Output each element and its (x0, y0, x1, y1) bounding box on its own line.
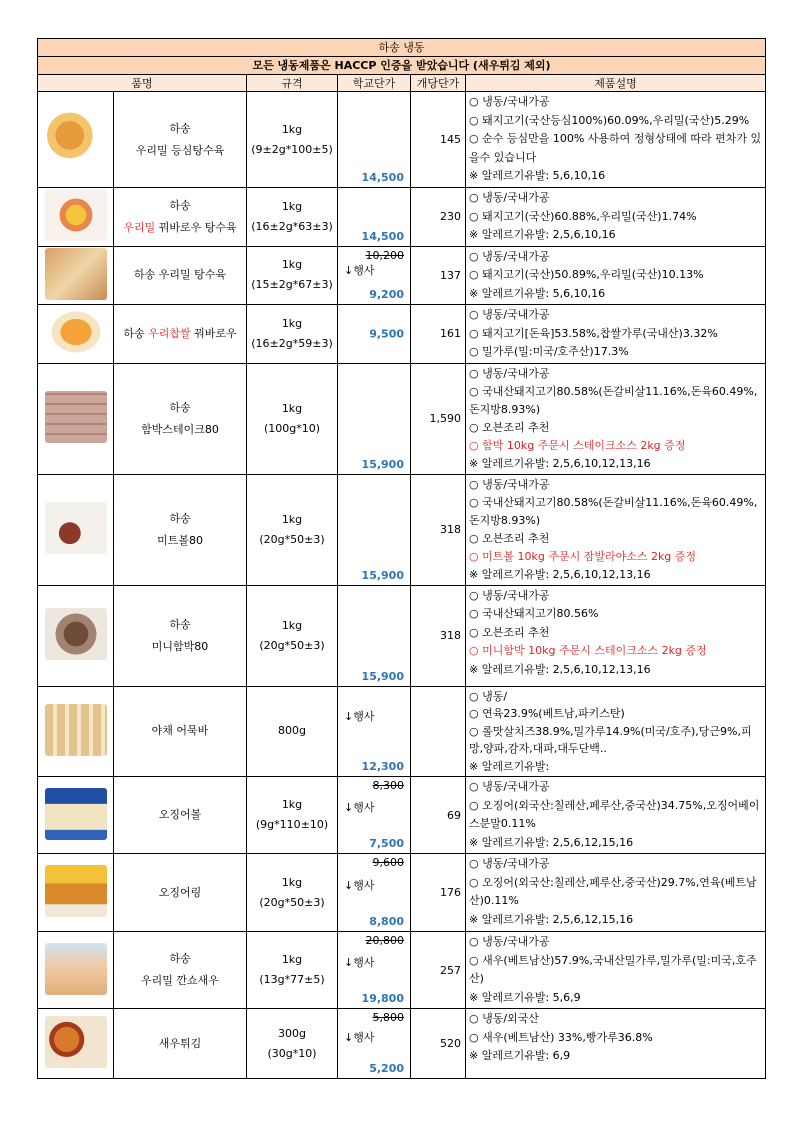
product-image-cell (38, 585, 114, 686)
promo-label: ↓행사 (344, 710, 375, 724)
product-name-line2: 우리밀 등심탕수육 (135, 143, 225, 157)
description-line: ○ 미트볼 10kg 주문시 잠발라야소스 2kg 증정 (469, 549, 697, 563)
unit-price-cell: 69 (411, 777, 466, 854)
school-price: 5,200 (369, 1062, 404, 1075)
product-image-cell (38, 188, 114, 247)
product-image-cell (38, 932, 114, 1009)
product-row (38, 188, 766, 247)
spec-detail: (15±2g*67±3) (251, 278, 333, 292)
unit-price-cell: 318 (411, 585, 466, 686)
product-spec-cell (247, 1009, 338, 1079)
promo-label: ↓행사 (344, 878, 375, 892)
product-name-cell (114, 777, 247, 854)
product-spec-cell (247, 686, 338, 777)
product-name-cell (114, 585, 247, 686)
promo-label: ↓행사 (344, 956, 375, 970)
product-photo (45, 248, 107, 300)
spec-weight: 1kg (281, 258, 303, 272)
product-photo (45, 189, 107, 241)
product-photo (45, 112, 107, 164)
product-name-line1: 오징어링 (158, 885, 202, 899)
description-line: ○ 돼지고기(국산등심100%)60.09%,우리밀(국산)5.29% (469, 113, 750, 127)
product-name-cell (114, 92, 247, 188)
school-price: 8,800 (369, 915, 404, 928)
description-line: ○ 돼지고기(국산)50.89%,우리밀(국산)10.13% (469, 268, 704, 281)
school-price-cell (338, 932, 411, 1009)
description-line: ※ 알레르기유발: 2,5,6,10,12,13,16 (469, 567, 651, 581)
product-name-line1: 하송 (169, 511, 191, 525)
spec-weight: 1kg (281, 122, 303, 136)
product-description-cell (466, 1009, 766, 1079)
product-row (38, 474, 766, 585)
spec-weight: 800g (278, 724, 306, 738)
promo-label: ↓행사 (344, 801, 375, 815)
product-description-cell (466, 246, 766, 305)
spec-weight: 1kg (281, 512, 303, 526)
product-photo (45, 391, 107, 443)
school-price: 9,500 (369, 327, 404, 341)
school-price-cell (338, 585, 411, 686)
description-line: ○ 연육23.9%(베트남,파키스탄) (469, 707, 625, 720)
product-name-line2: 미니함박80 (151, 639, 209, 653)
school-price-cell (338, 92, 411, 188)
product-name-cell (114, 854, 247, 932)
haccp-notice: 모든 냉동제품은 HACCP 인증을 받았습니다 (새우튀김 제외) (38, 57, 766, 75)
spec-weight: 1kg (281, 401, 303, 415)
description-line: ○ 냉동/ (469, 689, 508, 703)
product-photo (45, 502, 107, 554)
product-spec-cell (247, 363, 338, 474)
school-price-cell (338, 246, 411, 305)
product-row (38, 246, 766, 305)
promo-label: ↓행사 (344, 1030, 375, 1044)
product-name-line1: 하송 (169, 617, 191, 631)
header-spec: 규격 (247, 75, 338, 92)
spec-detail: (9±2g*100±5) (251, 142, 333, 156)
description-line: ○ 미니함박 10kg 주문시 스테이크소스 2kg 증정 (469, 644, 707, 657)
description-line: ※ 알레르기유발: 5,6,10,16 (469, 286, 606, 300)
spec-detail: (20g*50±3) (259, 895, 325, 909)
product-name-line1: 오징어볼 (158, 808, 202, 821)
header-name: 품명 (38, 75, 247, 92)
product-name-rest: 꿔바로우 (194, 326, 237, 340)
school-price: 14,500 (361, 229, 404, 243)
product-name-line1: 하송 (169, 952, 191, 965)
product-image-cell (38, 305, 114, 364)
spec-weight: 1kg (281, 618, 303, 632)
product-row (38, 854, 766, 932)
description-line: ○ 오징어(외국산:칠레산,페루산,중국산)29.7%,연육(베트남산)0.11% (469, 875, 757, 907)
spec-weight: 1kg (281, 875, 303, 889)
school-price-cell (338, 363, 411, 474)
description-line: ○ 냉동/국내가공 (469, 588, 550, 602)
product-name-line1: 하송 우리밀 탕수육 (133, 268, 226, 282)
description-line: ○ 돼지고기(국산)60.88%,우리밀(국산)1.74% (469, 209, 697, 223)
description-line: ○ 냉동/국내가공 (469, 935, 550, 948)
product-spec-cell (247, 246, 338, 305)
product-description-cell (466, 854, 766, 932)
school-price: 15,900 (361, 669, 404, 683)
product-image-cell (38, 474, 114, 585)
spec-detail: (20g*50±3) (259, 532, 325, 546)
description-line: ○ 냉동/국내가공 (469, 191, 550, 204)
unit-price-cell: 1,590 (411, 363, 466, 474)
product-name-cell (114, 305, 247, 364)
product-name-cell (114, 363, 247, 474)
school-price-cell (338, 854, 411, 932)
product-spec-cell (247, 777, 338, 854)
product-name-line2: 우리밀 깐쇼새우 (141, 974, 219, 987)
product-image-cell (38, 92, 114, 188)
spec-detail: (9g*110±10) (255, 818, 329, 831)
product-description-cell (466, 363, 766, 474)
spec-detail: (20g*50±3) (259, 638, 325, 652)
product-name-cell (114, 686, 247, 777)
product-row (38, 686, 766, 777)
product-row (38, 932, 766, 1009)
unit-price-cell: 520 (411, 1009, 466, 1079)
unit-price-cell: 318 (411, 474, 466, 585)
product-name-line (114, 323, 246, 345)
description-line: ※ 알레르기유발: 5,6,9 (469, 990, 581, 1004)
description-line: ○ 냉동/국내가공 (469, 95, 550, 108)
product-name-line2 (114, 217, 246, 239)
product-description-cell (466, 585, 766, 686)
product-spec-cell (247, 92, 338, 188)
school-price-cell (338, 188, 411, 247)
unit-price-cell: 137 (411, 246, 466, 305)
product-spec-cell (247, 474, 338, 585)
spec-weight: 1kg (281, 953, 303, 966)
spec-detail: (16±2g*59±3) (251, 336, 333, 350)
description-line: ※ 알레르기유발: 2,5,6,10,12,13,16 (469, 456, 651, 470)
school-price: 15,900 (361, 568, 404, 582)
description-line: ○ 냉동/국내가공 (469, 477, 550, 491)
school-price-cell (338, 777, 411, 854)
unit-price-cell: 230 (411, 188, 466, 247)
product-row (38, 585, 766, 686)
brand: 하송 (123, 326, 145, 340)
school-price: 19,800 (361, 992, 404, 1005)
product-spec-cell (247, 854, 338, 932)
old-price: 5,800 (372, 1011, 404, 1024)
header-row (38, 75, 766, 92)
description-line: ○ 롤맛살치즈38.9%,밀가루14.9%(미국/호주),당근9%,피망,양파,감자,대파,대두단백.. (469, 724, 752, 755)
product-row (38, 305, 766, 364)
product-photo (45, 943, 107, 995)
product-name-line1: 야채 어묵바 (151, 724, 209, 738)
product-name-cell (114, 188, 247, 247)
old-price: 8,300 (372, 779, 404, 792)
old-price: 10,200 (365, 248, 404, 262)
description-line: ○ 오븐조리 추천 (469, 420, 550, 434)
unit-price-cell (411, 686, 466, 777)
school-price: 12,300 (361, 760, 404, 773)
description-line: ※ 알레르기유발: 2,5,6,10,12,13,16 (469, 662, 651, 676)
spec-detail: (16±2g*63±3) (251, 219, 333, 233)
school-price: 7,500 (369, 837, 404, 850)
product-name-highlight: 우리찹쌀 (148, 326, 191, 340)
price-sheet (37, 38, 766, 1079)
product-spec-cell (247, 932, 338, 1009)
description-line: ○ 돼지고기[돈육]53.58%,찹쌀가루(국내산)3.32% (469, 326, 718, 340)
product-description-cell (466, 777, 766, 854)
product-name-line1: 하송 (169, 121, 191, 135)
description-line: ○ 냉동/외국산 (469, 1012, 539, 1025)
description-line: ○ 밀가루(밀:미국/호주산)17.3% (469, 345, 629, 358)
product-spec-cell (247, 188, 338, 247)
school-price: 14,500 (361, 171, 404, 184)
product-photo (45, 865, 107, 917)
product-image-cell (38, 777, 114, 854)
description-line: ※ 알레르기유발: 6,9 (469, 1049, 571, 1062)
description-line: ※ 알레르기유발: 5,6,10,16 (469, 169, 606, 182)
description-line: ※ 알레르기유발: 2,5,6,12,15,16 (469, 835, 634, 849)
spec-weight: 300g (278, 1026, 306, 1040)
product-photo (45, 1016, 107, 1068)
description-line: ※ 알레르기유발: 2,5,6,10,16 (469, 228, 616, 241)
school-price: 15,900 (361, 457, 404, 471)
product-photo (45, 704, 107, 756)
old-price: 9,600 (372, 856, 404, 869)
product-row (38, 1009, 766, 1079)
product-image-cell (38, 854, 114, 932)
product-name-rest: 꿔바로우 탕수육 (158, 220, 237, 234)
school-price: 9,200 (369, 288, 404, 301)
description-line: ○ 국내산돼지고기80.58%(돈갈비살11.16%,돈육60.49%,돈지방8.93%) (469, 384, 758, 416)
product-row (38, 92, 766, 188)
description-line: ○ 국내산돼지고기80.56% (469, 607, 599, 620)
product-row (38, 363, 766, 474)
product-name-line1: 새우튀김 (158, 1036, 202, 1050)
product-name-cell (114, 1009, 247, 1079)
product-name-highlight: 우리밀 (123, 220, 156, 234)
product-description-cell (466, 474, 766, 585)
product-photo (45, 306, 107, 358)
description-line: ○ 냉동/국내가공 (469, 249, 550, 263)
product-spec-cell (247, 305, 338, 364)
old-price: 20,800 (365, 934, 404, 947)
product-name-cell (114, 474, 247, 585)
description-line: ○ 오븐조리 추천 (469, 531, 550, 545)
description-line: ○ 국내산돼지고기80.58%(돈갈비살11.16%,돈육60.49%,돈지방8.93%) (469, 495, 758, 527)
product-image-cell (38, 246, 114, 305)
product-image-cell (38, 686, 114, 777)
product-description-cell (466, 932, 766, 1009)
description-line: ※ 알레르기유발: (469, 759, 550, 773)
product-description-cell (466, 188, 766, 247)
description-line: ※ 알레르기유발: 2,5,6,12,15,16 (469, 912, 634, 926)
spec-detail: (100g*10) (263, 421, 321, 435)
unit-price-cell: 145 (411, 92, 466, 188)
description-line: ○ 새우(베트남산) 33%,빵가루36.8% (469, 1030, 653, 1044)
product-photo (45, 608, 107, 660)
school-price-cell (338, 1009, 411, 1079)
school-price-cell (338, 686, 411, 777)
product-photo (45, 788, 107, 840)
product-description-cell (466, 92, 766, 188)
description-line: ○ 냉동/국내가공 (469, 780, 550, 793)
unit-price-cell: 161 (411, 305, 466, 364)
spec-weight: 1kg (281, 199, 303, 213)
sheet-title: 하송 냉동 (38, 39, 766, 57)
unit-price-cell: 257 (411, 932, 466, 1009)
description-line: ○ 순수 등심만을 100% 사용하여 정형상태에 따라 편차가 있을수 있습니다 (469, 132, 762, 164)
product-image-cell (38, 1009, 114, 1079)
product-rows (38, 92, 766, 1079)
product-row (38, 777, 766, 854)
spec-weight: 1kg (281, 316, 303, 330)
product-name-cell (114, 932, 247, 1009)
product-name-line1: 하송 (169, 198, 191, 212)
school-price-cell (338, 474, 411, 585)
description-line: ○ 냉동/국내가공 (469, 308, 550, 321)
product-name-cell (114, 246, 247, 305)
description-line: ○ 오븐조리 추천 (469, 625, 550, 639)
header-unit-price: 개당단가 (411, 75, 466, 92)
description-line: ○ 새우(베트남산)57.9%,국내산밀가루,밀가루(밀:미국,호주산) (469, 953, 757, 985)
product-name-line1: 하송 (169, 400, 191, 414)
product-description-cell (466, 686, 766, 777)
product-name-line2: 미트볼80 (157, 533, 203, 547)
spec-detail: (30g*10) (267, 1046, 317, 1060)
promo-label: ↓행사 (344, 263, 375, 277)
product-name-line2: 함박스테이크80 (141, 422, 219, 436)
description-line: ○ 냉동/국내가공 (469, 366, 550, 380)
school-price-cell (338, 305, 411, 364)
header-school-price: 학교단가 (338, 75, 411, 92)
description-line: ○ 냉동/국내가공 (469, 857, 550, 870)
description-line: ○ 함박 10kg 주문시 스테이크소스 2kg 증정 (469, 438, 686, 452)
unit-price-cell: 176 (411, 854, 466, 932)
spec-weight: 1kg (281, 798, 303, 811)
product-spec-cell (247, 585, 338, 686)
spec-detail: (13g*77±5) (259, 973, 325, 986)
header-description: 제품설명 (466, 75, 766, 92)
description-line: ○ 오징어(외국산:칠레산,페루산,중국산)34.75%,오징어베이스분말0.11% (469, 798, 760, 830)
product-description-cell (466, 305, 766, 364)
product-image-cell (38, 363, 114, 474)
